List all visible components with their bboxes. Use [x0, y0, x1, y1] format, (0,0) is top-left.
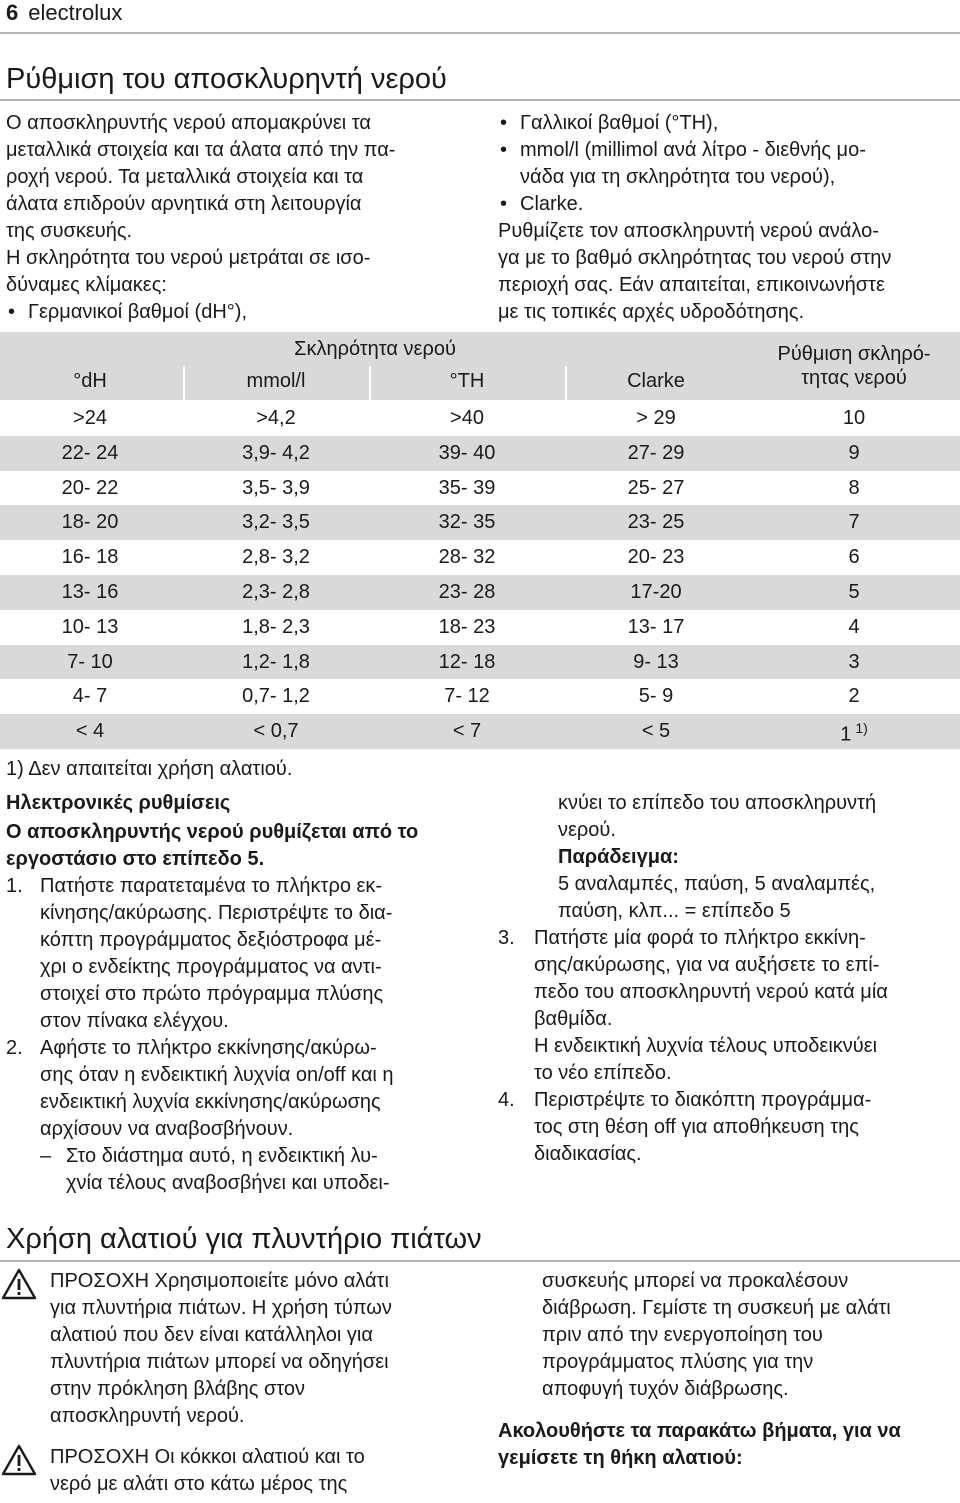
table-row — [0, 714, 960, 749]
table-row — [0, 436, 960, 471]
col-header-dh: °dH — [73, 370, 107, 392]
step-text: Περιστρέψτε το διακόπτη προγράμμα- τος στη θέση off για αποθήκευση της διαδικασίας. — [534, 1089, 872, 1165]
table-cell: 18- 23 — [438, 615, 496, 638]
step-2-detail-cont: κνύει το επίπεδο του αποσκληρυντή νερού. — [558, 792, 877, 841]
warning-salt-corrosion — [50, 1444, 470, 1498]
col-header-setting — [756, 342, 952, 390]
header-separator — [183, 366, 185, 400]
step-text: Αφήστε το πλήκτρο εκκίνησης/ακύρω- σης όταν η ενδεικτική λυχνία on/off και η ενδεικτική λυχνία εκκίνησης/ακύρωσης αρχίσουν να αναβοσβήνουν. — [40, 1037, 394, 1140]
intro-line: Η σκληρότητα του νερού μετράται σε ισο- — [6, 247, 371, 269]
table-cell: 20- 22 — [61, 476, 119, 499]
table-cell: 35- 39 — [438, 476, 496, 499]
table-cell: 13- 17 — [627, 615, 685, 638]
step-number: 2. — [6, 1037, 23, 1059]
footnote-mark: 1) — [855, 720, 868, 737]
table-cell: 2,8- 3,2 — [242, 546, 310, 569]
advice-line: γα με το βαθμό σκληρότητας του νερού στην — [498, 247, 892, 269]
setting-header-line: τητας νερού — [801, 367, 907, 389]
setting-header-line: Ρύθμιση σκληρό- — [777, 343, 931, 365]
bullet-mmol: • mmol/l (millimol ανά λίτρο - διεθνής μο- νάδα για τη σκληρότητα του νερού), — [498, 137, 960, 191]
electronic-settings-left — [6, 790, 476, 1197]
hardness-table — [0, 332, 960, 748]
table-cell: 39- 40 — [438, 441, 496, 464]
table-cell: < 0,7 — [253, 720, 299, 743]
step-4 — [498, 1087, 960, 1168]
table-cell: < 4 — [75, 720, 105, 743]
table-row — [0, 471, 960, 506]
table-cell: 0,7- 1,2 — [242, 685, 310, 708]
corrosion-continuation: συσκευής μπορεί να προκαλέσουν διάβρωση. Γεμίστε τη συσκευή με αλάτι πριν από την ενεργοποίηση του προγράμματος πλύσης για την αποφυγή τυχόν διάβρωσης. — [542, 1270, 891, 1400]
warning-label: ΠΡΟΣΟΧΗ — [50, 1446, 150, 1468]
table-cell: < 7 — [452, 720, 482, 743]
page-header — [6, 0, 122, 26]
table-cell: 13- 16 — [61, 581, 119, 603]
warning-icon — [2, 1444, 36, 1476]
table-row — [0, 645, 960, 680]
table-cell: 3,2- 3,5 — [242, 511, 310, 534]
table-cell: 22- 24 — [61, 441, 119, 464]
table-row — [0, 679, 960, 714]
table-cell: 18- 20 — [61, 511, 119, 534]
col-header-mmol: mmol/l — [246, 370, 306, 392]
example-label: Παράδειγμα: — [558, 846, 679, 868]
intro-lines — [6, 110, 476, 299]
factory-default-note: Ο αποσκληρυντής νερού ρυθμίζεται από το εργοστάσιο στο επίπεδο 5. — [6, 821, 419, 870]
step-1 — [6, 873, 476, 1035]
table-cell: 5 — [848, 581, 860, 603]
table-cell: 1,8- 2,3 — [242, 615, 310, 638]
table-cell: 3,5- 3,9 — [242, 476, 310, 499]
step-number: 4. — [498, 1089, 515, 1111]
step-3 — [498, 925, 960, 1087]
advice-line: περιοχή σας. Εάν απαιτείται, επικοινωνήστε — [498, 274, 885, 296]
example-text: 5 αναλαμπές, παύση, 5 αναλαμπές, παύση, κλπ... = επίπεδο 5 — [558, 873, 876, 922]
table-cell: >4,2 — [256, 407, 296, 429]
table-cell: < 5 — [641, 720, 671, 743]
electronic-settings-right — [498, 790, 960, 1168]
table-cell: 6 — [848, 546, 860, 569]
table-cell: 8 — [848, 476, 860, 499]
warning-icon — [2, 1268, 36, 1300]
table-row — [0, 540, 960, 575]
table-cell: 25- 27 — [627, 476, 685, 499]
step-2-detail: – Στο διάστημα αυτό, η ενδεικτική λυ- χνία τέλους αναβοσβήνει και υποδει- — [6, 1143, 476, 1197]
warning-label: ΠΡΟΣΟΧΗ — [50, 1270, 150, 1292]
table-cell: 10 — [842, 407, 866, 429]
table-cell: 16- 18 — [61, 546, 119, 569]
table-cell: >24 — [73, 407, 107, 429]
advice-line: Ρυθμίζετε τον αποσκληρυντή νερού ανάλο- — [498, 220, 879, 242]
table-cell: >40 — [450, 407, 484, 429]
warning-text: Χρησιμοποιείτε μόνο αλάτι για πλυντήρια πιάτων. Η χρήση τύπων αλατιού που δεν είναι κατάλληλοι για πλυντήρια πιάτων μπορεί να οδηγήσει στην πρόκληση βλάβης στον αποσκληρυντή νερού. — [50, 1270, 392, 1427]
header-rule — [0, 32, 960, 34]
table-group-header: Σκληρότητα νερού — [294, 338, 456, 360]
table-row — [0, 575, 960, 610]
softener-intro — [6, 110, 476, 326]
advice-line: με τις τοπικές αρχές υδροδότησης. — [498, 301, 805, 323]
step-number: 1. — [6, 875, 23, 897]
bullet-french-degrees: • Γαλλικοί βαθμοί (°TH), — [498, 110, 960, 137]
table-row — [0, 401, 960, 436]
table-cell: 7- 10 — [67, 650, 113, 673]
intro-line: ροχή νερού. Τα μεταλλικά στοιχεία και τα — [6, 166, 364, 188]
section-title-softener: Ρύθμιση του αποσκλυρηντή νερού — [6, 63, 447, 95]
intro-line: δύναμες κλίμακες: — [6, 274, 167, 296]
step-text: Πατήστε παρατεταμένα το πλήκτρο εκ- κίνησης/ακύρωσης. Περιστρέψτε το δια- κόπτη προγράμματος δεξιόστροφα μέ- χρι ο ενδείκτης προγράμματος να αντι- στοιχεί στο πρώτο πρόγραμμα πλύσης στον πίνακα ελέγχου. — [40, 875, 393, 1032]
table-row — [0, 505, 960, 540]
table-cell: 3,9- 4,2 — [242, 441, 310, 464]
intro-line: μεταλλικά στοιχεία και τα άλατα από την πα- — [6, 139, 396, 161]
table-cell: 23- 25 — [627, 511, 685, 534]
warning-text: Οι κόκκοι αλατιού και το νερό με αλάτι στο κάτω μέρος της — [50, 1446, 365, 1495]
table-cell: > 29 — [636, 407, 676, 429]
step-text: Πατήστε μία φορά το πλήκτρο εκκίνη- σης/ακύρωσης, για να αυξήσετε το επί- πεδο του αποσκληρυντή νερού κατά μία βαθμίδα. Η ενδεικτική λυχνία τέλους υποδεικνύει το νέο επίπεδο. — [534, 927, 888, 1084]
table-cell: 3 — [848, 650, 860, 673]
table-cell: 9- 13 — [633, 650, 679, 673]
header-separator — [369, 366, 371, 400]
section-rule — [0, 99, 960, 101]
table-cell: 28- 32 — [438, 546, 496, 569]
table-cell: 20- 23 — [627, 546, 685, 569]
electronic-heading: Ηλεκτρονικές ρυθμίσεις — [6, 792, 231, 814]
table-cell: 10- 13 — [61, 615, 119, 638]
table-row — [0, 610, 960, 645]
table-cell: 17-20 — [630, 581, 682, 603]
section-title-salt: Χρήση αλατιού για πλυντήριο πιάτων — [6, 1223, 482, 1255]
intro-line: άλατα επιδρούν αρνητικά στη λειτουργία — [6, 193, 362, 215]
table-cell: 1 $^{1)}$ — [840, 720, 868, 746]
step-number: 3. — [498, 927, 515, 949]
col-header-clarke: Clarke — [627, 370, 685, 392]
fill-salt-instruction: Ακολουθήστε τα παρακάτω βήματα, για να γεμίσετε τη θήκη αλατιού: — [498, 1420, 901, 1469]
table-header — [0, 332, 960, 400]
softener-scales — [498, 110, 960, 326]
table-cell: 2 — [848, 685, 860, 708]
table-cell: 32- 35 — [438, 511, 496, 534]
table-cell: 23- 28 — [438, 581, 496, 603]
step-2 — [6, 1035, 476, 1143]
table-cell: 4 — [848, 615, 860, 638]
table-cell: 4- 7 — [72, 685, 108, 708]
bullet-german-degrees: • Γερμανικοί βαθμοί (dH°), — [6, 299, 476, 326]
table-cell: 2,3- 2,8 — [242, 581, 310, 603]
brand-name: electrolux — [28, 0, 123, 25]
table-cell: 1,2- 1,8 — [242, 650, 310, 673]
warning-salt-type — [50, 1268, 470, 1430]
intro-line: Ο αποσκληρυντής νερού απομακρύνει τα — [6, 112, 371, 134]
bullet-clarke: • Clarke. — [498, 191, 960, 218]
table-cell: 7 — [848, 511, 860, 534]
table-cell: 9 — [848, 441, 860, 464]
col-header-th: °TH — [449, 370, 485, 392]
table-cell: 12- 18 — [438, 650, 496, 673]
regional-advice — [498, 218, 960, 326]
table-footnote: 1) Δεν απαιτείται χρήση αλατιού. — [6, 758, 293, 780]
table-cell: 27- 29 — [627, 441, 685, 464]
table-cell: 7- 12 — [444, 685, 490, 708]
page-number: 6 — [6, 0, 19, 25]
intro-line: της συσκευής. — [6, 220, 133, 242]
header-separator — [565, 366, 567, 400]
section-rule — [0, 1260, 960, 1262]
table-cell: 5- 9 — [638, 685, 674, 708]
